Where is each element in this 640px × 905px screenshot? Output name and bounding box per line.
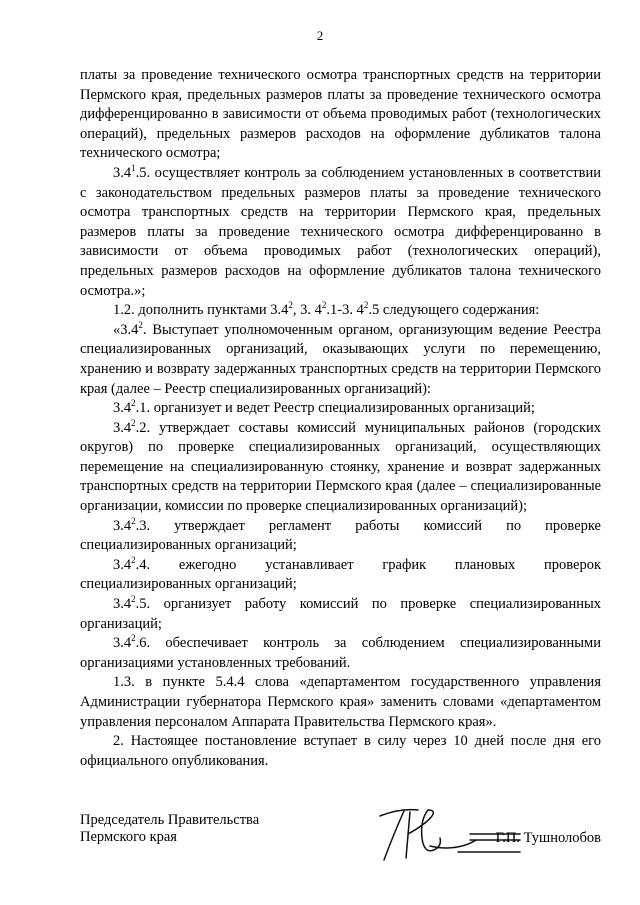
paragraph-text: 3.4 [113,400,132,417]
paragraph-text: .6. обеспечивает контроль за соблюдением специализированными организациями установленных требований. [80,635,601,671]
paragraph [80,419,601,517]
superscript: 2 [321,300,327,311]
paragraph [80,634,601,673]
superscript: 2 [131,554,136,565]
paragraph-text: .1-3. 4 [326,302,364,319]
superscript: 1 [131,162,136,173]
paragraph-text: 3.4 [113,419,132,436]
superscript: 2 [131,398,136,409]
paragraph-text: 3.4 [113,596,132,613]
paragraph [80,301,601,321]
paragraph-text: .2. утверждает составы комиссий муниципальных районов (городских округов) по проверке специализированных организаций, осуществляющих перемещение на специализированную стоянку, хранение и возврат задержанных транспортных средств на территории Пермского края (далее – специализированные организации, комиссии по проверке специализированных организаций); [80,419,601,515]
paragraph [80,399,601,419]
paragraph [80,517,601,556]
paragraph-text: 2. Настоящее постановление вступает в силу через 10 дней после дня его официального опубликования. [80,733,601,769]
signer-title [80,812,259,846]
paragraph-text: .5. организует работу комиссий по проверке специализированных организаций; [80,596,601,632]
paragraph-text: 3.4 [113,517,132,534]
superscript: 2 [131,515,136,526]
paragraph-text: .5 следующего содержания: [368,302,540,319]
paragraph [80,732,601,771]
paragraph-text: «3.4 [113,321,139,338]
paragraph-text: 3.4 [113,164,132,181]
paragraph-text: .5. осуществляет контроль за соблюдением установленных в соответствии с законодательством предельных размеров платы за проведение технического осмотра транспортных средств на территории Пермского края, предельных размеров платы за проведение технического осмотра дифференцированно в зависимости от объема проводимых работ (технологических операций), предельных размеров расходов на оформление дубликатов талона технического осмотра.»; [80,164,601,299]
signer-name: Г.П. Тушнолобов [495,830,601,846]
paragraph [80,595,601,634]
superscript: 2 [131,594,136,605]
superscript: 2 [363,300,369,311]
page-number: 2 [316,28,324,43]
paragraph [80,673,601,732]
signer-title-line2: Пермского края [80,829,177,845]
paragraph-text: 3.4 [113,556,132,573]
superscript: 2 [288,300,293,311]
paragraph-text: .4. ежегодно устанавливает график плановых проверок специализированных организаций; [80,556,601,593]
signature-block [80,812,601,872]
paragraph [80,66,601,164]
paragraph-text: 1.2. дополнить пунктами 3.4 [113,302,289,319]
paragraph [80,164,601,301]
signer-title-line1: Председатель Правительства [80,812,260,828]
document-body [80,66,601,771]
paragraph-text: , 3. 4 [292,302,322,319]
paragraph-text: платы за проведение технического осмотра транспортных средств на территории Пермского края, предельных размеров платы за проведение технического осмотра дифференцированно в зависимости от объема проводимых работ (технологических операций), предельных размеров расходов на оформление дубликатов талона технического осмотра; [80,67,601,162]
superscript: 2 [131,633,136,644]
paragraph-text: 1.3. в пункте 5.4.4 слова «департаментом государственного управления Администрации губернатора Пермского края» заменить словами «департаментом управления персоналом Аппарата Правительства Пермского края». [80,674,601,730]
paragraph [80,556,601,595]
superscript: 2 [131,417,136,428]
paragraph-text: . Выступает уполномоченным органом, организующим ведение Реестра специализированных организаций, оказывающих услуги по перемещению, хранению и возврату задержанных транспортных средств на территории Пермского края (далее – Реестр специализированных организаций): [80,321,601,397]
paragraph-text: .3. утверждает регламент работы комиссий по проверке специализированных организаций; [80,517,601,554]
superscript: 2 [138,319,143,330]
paragraph [80,321,601,399]
paragraph-text: .1. организует и ведет Реестр специализированных организаций; [135,400,535,417]
paragraph-text: 3.4 [113,635,132,652]
